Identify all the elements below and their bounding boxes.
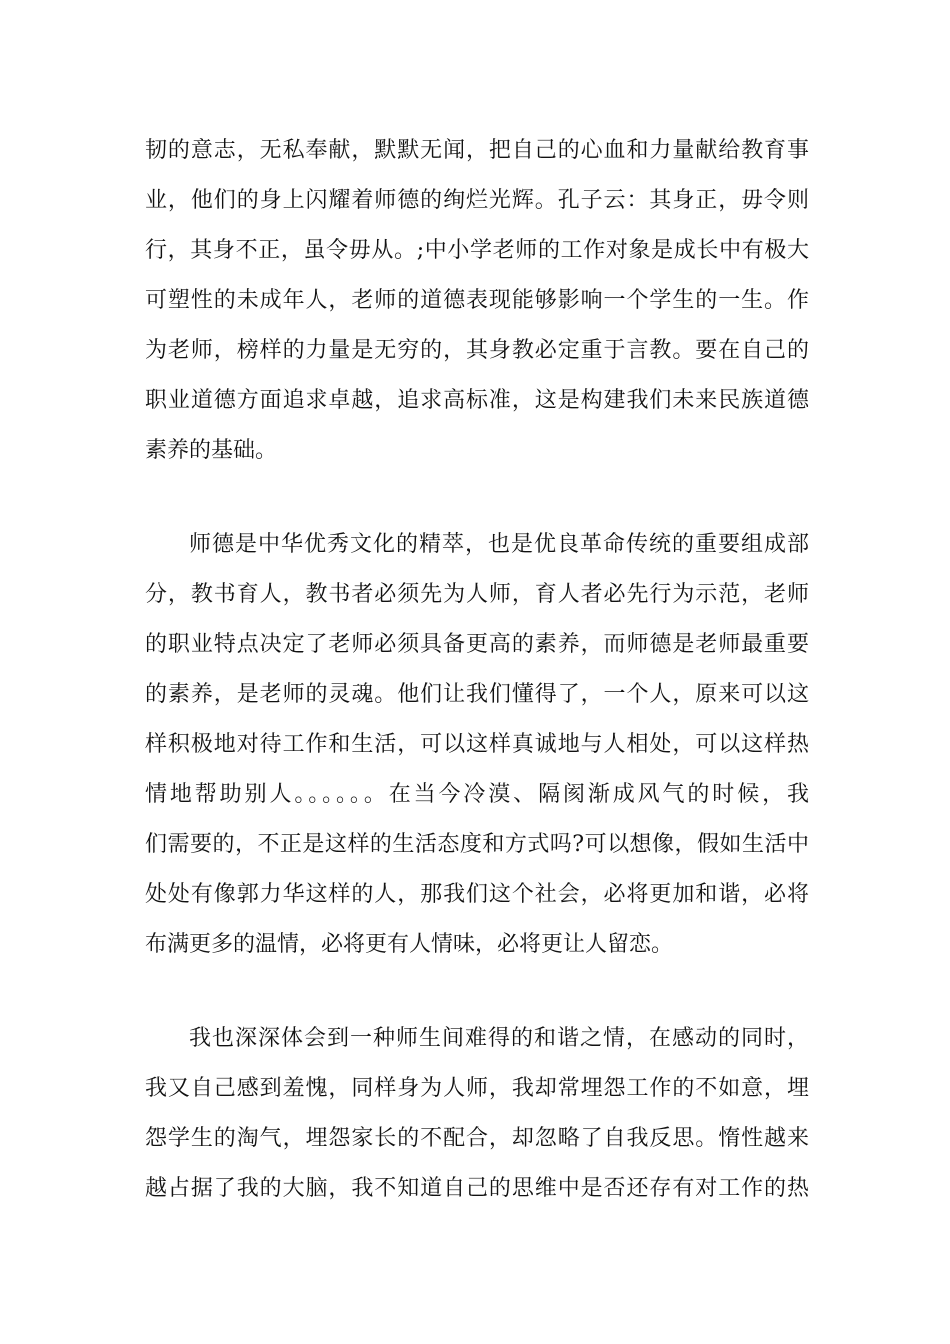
text-line: 怨学生的淘气，埋怨家长的不配合，却忽略了自我反思。惰性越来 <box>145 1126 809 1151</box>
text-line: 韧的意志，无私奉献，默默无闻，把自己的心血和力量献给教育事 <box>145 138 809 163</box>
text-line: 我又自己感到羞愧，同样身为人师，我却常埋怨工作的不如意，埋 <box>145 1076 809 1101</box>
text-line: 职业道德方面追求卓越，追求高标准，这是构建我们未来民族道德 <box>145 388 809 413</box>
text-line: 样积极地对待工作和生活，可以这样真诚地与人相处，可以这样热 <box>145 732 809 757</box>
text-line: 我也深深体会到一种师生间难得的和谐之情，在感动的同时， <box>189 1026 809 1051</box>
text-line: 的素养，是老师的灵魂。他们让我们懂得了，一个人，原来可以这 <box>145 682 809 707</box>
text-line: 情地帮助别人。。。。。。在当今冷漠、隔阂渐成风气的时候，我 <box>145 782 809 807</box>
text-line: 师德是中华优秀文化的精萃，也是优良革命传统的重要组成部 <box>189 532 809 557</box>
text-line: 处处有像郭力华这样的人，那我们这个社会，必将更加和谐，必将 <box>145 882 809 907</box>
text-line: 可塑性的未成年人，老师的道德表现能够影响一个学生的一生。作 <box>145 288 809 313</box>
text-line: 布满更多的温情，必将更有人情味，必将更让人留恋。 <box>145 932 674 957</box>
text-line: 行，其身不正，虽令毋从。;中小学老师的工作对象是成长中有极大 <box>145 238 809 263</box>
text-line: 素养的基础。 <box>145 438 278 463</box>
text-line: 业，他们的身上闪耀着师德的绚烂光辉。孔子云：其身正，毋令则 <box>145 188 809 213</box>
text-line: 分，教书育人，教书者必须先为人师，育人者必先行为示范，老师 <box>145 582 809 607</box>
text-line: 越占据了我的大脑，我不知道自己的思维中是否还存有对工作的热 <box>145 1176 809 1201</box>
text-line: 们需要的，不正是这样的生活态度和方式吗?可以想像，假如生活中 <box>145 832 809 857</box>
paragraph-1 <box>145 126 809 476</box>
paragraph-2 <box>145 520 809 970</box>
paragraph-3 <box>145 1014 809 1214</box>
text-line: 为老师，榜样的力量是无穷的，其身教必定重于言教。要在自己的 <box>145 338 809 363</box>
text-line: 的职业特点决定了老师必须具备更高的素养，而师德是老师最重要 <box>145 632 809 657</box>
